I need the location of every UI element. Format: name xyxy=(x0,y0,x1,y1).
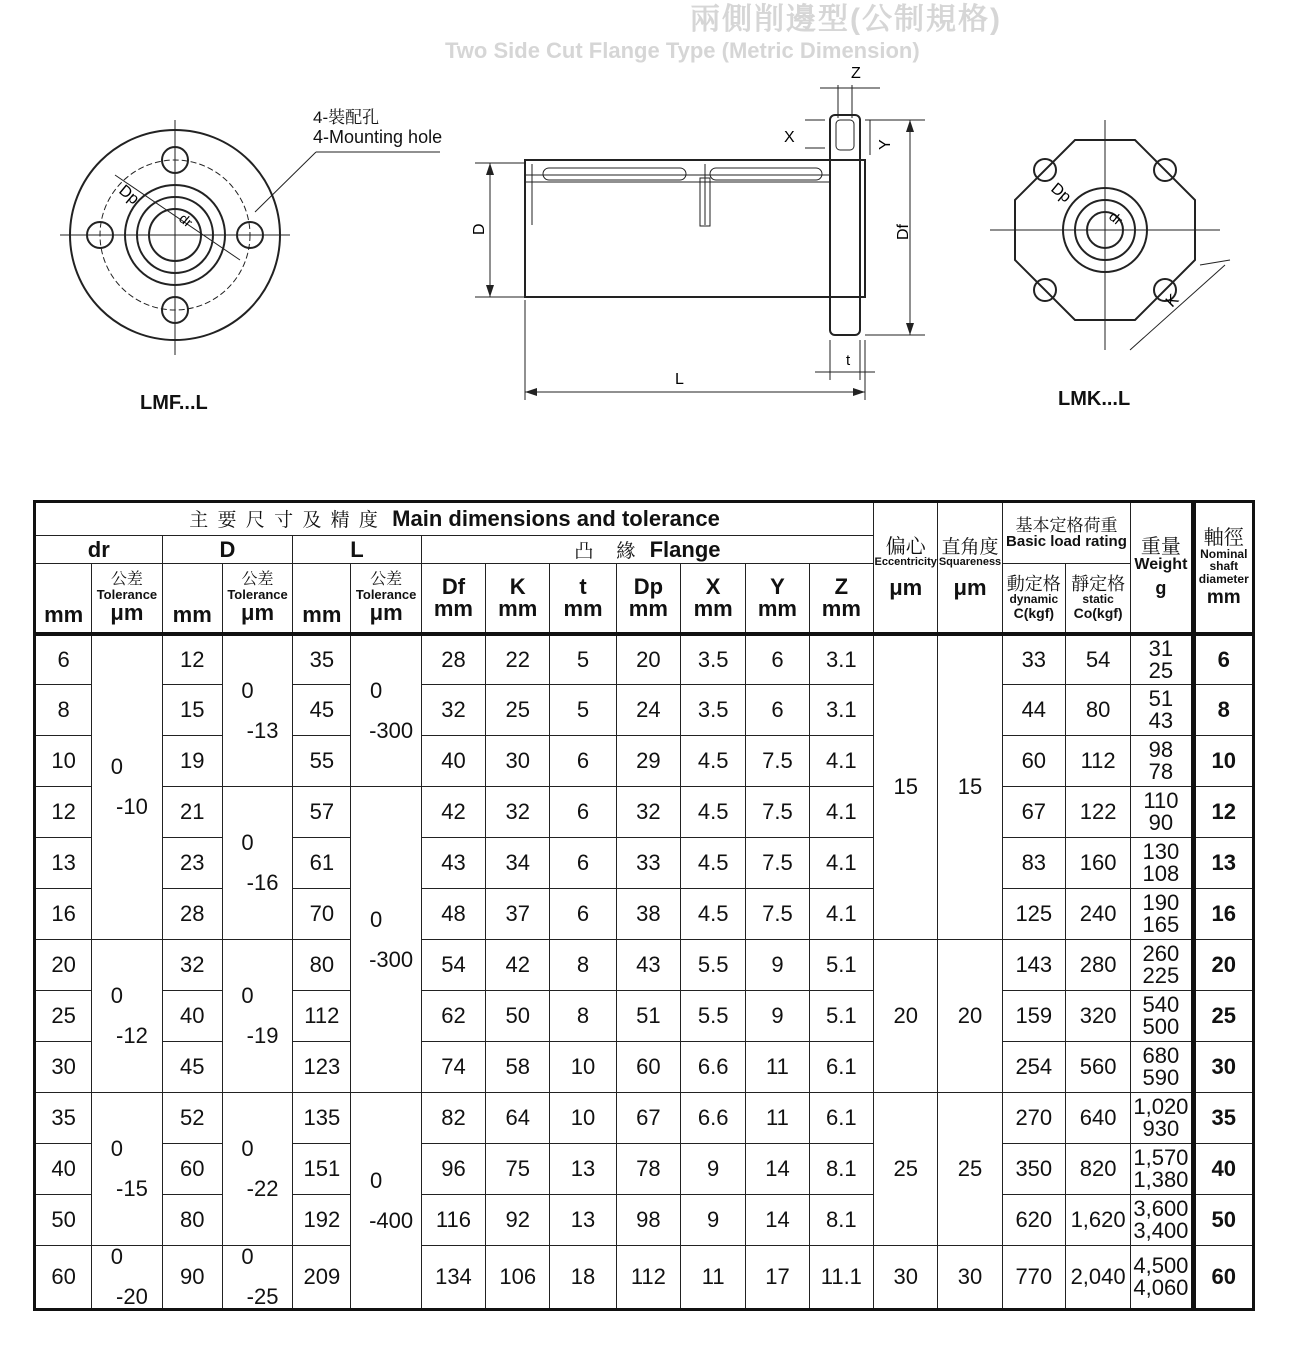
table-row xyxy=(35,1246,1254,1310)
cell-dr: 8 xyxy=(35,685,92,736)
cell-X: 6.6 xyxy=(681,1093,746,1144)
table-row xyxy=(35,736,1254,787)
tolerance-L: 0 -400 xyxy=(351,1093,421,1310)
cell-X: 9 xyxy=(681,1144,746,1195)
eccentricity-value: 30 xyxy=(874,1246,938,1310)
cell-K: 30 xyxy=(486,736,550,787)
tolerance-D: 0 -19 xyxy=(222,940,292,1093)
main-dimensions-header xyxy=(35,502,874,536)
cell-shaft-diameter: 16 xyxy=(1193,889,1253,940)
tolerance-dr: 0 -12 xyxy=(92,940,162,1093)
main-dimensions-en: Main dimensions and tolerance xyxy=(392,506,720,531)
cell-D: 40 xyxy=(162,991,222,1042)
cell-K: 50 xyxy=(486,991,550,1042)
cell-dr: 16 xyxy=(35,889,92,940)
cell-static-load: 320 xyxy=(1065,991,1130,1042)
cell-t: 18 xyxy=(550,1246,616,1310)
cell-Y: 7.5 xyxy=(746,736,809,787)
eccentricity-value: 25 xyxy=(874,1093,938,1246)
table-body xyxy=(35,634,1254,1310)
cell-dynamic-load: 67 xyxy=(1002,787,1065,838)
cell-Y: 7.5 xyxy=(746,787,809,838)
cell-Y: 14 xyxy=(746,1195,809,1246)
table-row xyxy=(35,940,1254,991)
squareness-header: 直角度 Squareness μm xyxy=(938,502,1002,634)
svg-text:t: t xyxy=(846,352,851,369)
cell-Dp: 112 xyxy=(616,1246,680,1310)
cell-L: 209 xyxy=(293,1246,351,1310)
cell-shaft-diameter: 6 xyxy=(1193,634,1253,685)
cell-K: 42 xyxy=(486,940,550,991)
svg-text:Z: Z xyxy=(851,65,861,82)
table-row xyxy=(35,1195,1254,1246)
cell-weight: 110 90 xyxy=(1131,787,1193,838)
cell-Dp: 51 xyxy=(616,991,680,1042)
table-row xyxy=(35,838,1254,889)
cell-dynamic-load: 125 xyxy=(1002,889,1065,940)
cell-dynamic-load: 44 xyxy=(1002,685,1065,736)
cell-shaft-diameter: 12 xyxy=(1193,787,1253,838)
cell-shaft-diameter: 13 xyxy=(1193,838,1253,889)
table-row xyxy=(35,1093,1254,1144)
cell-shaft-diameter: 35 xyxy=(1193,1093,1253,1144)
cell-weight: 540 500 xyxy=(1131,991,1193,1042)
cell-K: 64 xyxy=(486,1093,550,1144)
cell-Dp: 43 xyxy=(616,940,680,991)
cell-Z: 4.1 xyxy=(809,889,873,940)
cell-static-load: 1,620 xyxy=(1065,1195,1130,1246)
cell-X: 11 xyxy=(681,1246,746,1310)
cell-dynamic-load: 350 xyxy=(1002,1144,1065,1195)
cell-weight: 51 43 xyxy=(1131,685,1193,736)
dynamic-load-header: 動定格 dynamic C(kgf) xyxy=(1002,564,1065,634)
cell-Df: 116 xyxy=(421,1195,485,1246)
squareness-value: 15 xyxy=(938,634,1002,940)
dr-tolerance-header: 公差 Tolerance μm xyxy=(92,564,162,634)
cell-K: 34 xyxy=(486,838,550,889)
lmf-label: LMF...L xyxy=(140,392,208,414)
cell-Z: 5.1 xyxy=(809,991,873,1042)
cell-Dp: 33 xyxy=(616,838,680,889)
cell-dynamic-load: 254 xyxy=(1002,1042,1065,1093)
t-header: t mm xyxy=(550,564,616,634)
cell-dr: 13 xyxy=(35,838,92,889)
dimension-table xyxy=(33,500,1255,1311)
page-subtitle-ghost: Two Side Cut Flange Type (Metric Dimension) xyxy=(445,38,920,63)
shaft-header: 軸徑 Nominal shaft diameter mm xyxy=(1193,502,1253,634)
static-load-header: 靜定格 static Co(kgf) xyxy=(1065,564,1130,634)
cell-Z: 4.1 xyxy=(809,736,873,787)
cell-D: 52 xyxy=(162,1093,222,1144)
Dp-header: Dp mm xyxy=(616,564,680,634)
cell-shaft-diameter: 40 xyxy=(1193,1144,1253,1195)
mounting-hole-leader xyxy=(240,140,450,230)
cell-weight: 4,500 4,060 xyxy=(1131,1246,1193,1310)
squareness-value: 20 xyxy=(938,940,1002,1093)
cell-Z: 8.1 xyxy=(809,1195,873,1246)
cell-X: 3.5 xyxy=(681,634,746,685)
cell-shaft-diameter: 8 xyxy=(1193,685,1253,736)
cell-K: 32 xyxy=(486,787,550,838)
lmk-label: LMK...L xyxy=(1058,388,1131,410)
mounting-hole-label-cn: 4-裝配孔 xyxy=(313,108,380,127)
mounting-hole-label-en: 4-Mounting hole xyxy=(313,127,443,147)
table-row xyxy=(35,634,1254,685)
cell-Y: 11 xyxy=(746,1042,809,1093)
cell-weight: 3,600 3,400 xyxy=(1131,1195,1193,1246)
cell-dynamic-load: 83 xyxy=(1002,838,1065,889)
cell-Dp: 98 xyxy=(616,1195,680,1246)
cell-Df: 42 xyxy=(421,787,485,838)
cell-t: 8 xyxy=(550,940,616,991)
cell-dynamic-load: 770 xyxy=(1002,1246,1065,1310)
col-D-header: D xyxy=(162,536,293,564)
cell-t: 10 xyxy=(550,1093,616,1144)
tolerance-dr: 0 -20 xyxy=(92,1246,162,1310)
cell-K: 106 xyxy=(486,1246,550,1310)
cell-D: 15 xyxy=(162,685,222,736)
cell-static-load: 820 xyxy=(1065,1144,1130,1195)
cell-weight: 31 25 xyxy=(1131,634,1193,685)
cell-t: 10 xyxy=(550,1042,616,1093)
cell-K: 75 xyxy=(486,1144,550,1195)
cell-dr: 25 xyxy=(35,991,92,1042)
cell-K: 22 xyxy=(486,634,550,685)
cell-dynamic-load: 270 xyxy=(1002,1093,1065,1144)
table-header xyxy=(35,502,1254,634)
cell-Z: 8.1 xyxy=(809,1144,873,1195)
cell-dr: 50 xyxy=(35,1195,92,1246)
cell-Y: 11 xyxy=(746,1093,809,1144)
cell-L: 61 xyxy=(293,838,351,889)
svg-text:L: L xyxy=(675,371,684,388)
cell-Y: 9 xyxy=(746,991,809,1042)
table-row xyxy=(35,685,1254,736)
cell-t: 6 xyxy=(550,889,616,940)
cell-X: 9 xyxy=(681,1195,746,1246)
tolerance-D: 0 -22 xyxy=(222,1093,292,1246)
cell-dynamic-load: 143 xyxy=(1002,940,1065,991)
col-L-header: L xyxy=(293,536,422,564)
svg-text:Y: Y xyxy=(877,139,894,150)
weight-header: 重量 Weight g xyxy=(1131,502,1193,634)
cell-dr: 60 xyxy=(35,1246,92,1310)
load-rating-header: 基本定格荷重 Basic load rating xyxy=(1002,502,1131,564)
cell-Df: 48 xyxy=(421,889,485,940)
cell-Df: 62 xyxy=(421,991,485,1042)
Df-header: Df mm xyxy=(421,564,485,634)
cell-D: 19 xyxy=(162,736,222,787)
table-row xyxy=(35,991,1254,1042)
cell-weight: 130 108 xyxy=(1131,838,1193,889)
cell-Y: 17 xyxy=(746,1246,809,1310)
L-unit: mm xyxy=(293,564,351,634)
eccentricity-value: 15 xyxy=(874,634,938,940)
cell-Df: 32 xyxy=(421,685,485,736)
cell-L: 35 xyxy=(293,634,351,685)
cell-X: 6.6 xyxy=(681,1042,746,1093)
cell-X: 3.5 xyxy=(681,685,746,736)
cell-dynamic-load: 60 xyxy=(1002,736,1065,787)
cell-X: 5.5 xyxy=(681,991,746,1042)
cell-D: 45 xyxy=(162,1042,222,1093)
cell-L: 70 xyxy=(293,889,351,940)
cell-t: 13 xyxy=(550,1195,616,1246)
cell-Z: 4.1 xyxy=(809,787,873,838)
cell-L: 123 xyxy=(293,1042,351,1093)
svg-text:Dp: Dp xyxy=(1047,180,1075,207)
cell-dynamic-load: 33 xyxy=(1002,634,1065,685)
cell-weight: 680 590 xyxy=(1131,1042,1193,1093)
cell-Y: 7.5 xyxy=(746,889,809,940)
cell-X: 5.5 xyxy=(681,940,746,991)
dr-unit: mm xyxy=(35,564,92,634)
cell-static-load: 240 xyxy=(1065,889,1130,940)
cell-Z: 3.1 xyxy=(809,634,873,685)
cell-Z: 5.1 xyxy=(809,940,873,991)
cell-K: 58 xyxy=(486,1042,550,1093)
eccentricity-header: 偏心 Eccentricity μm xyxy=(874,502,938,634)
cell-dr: 12 xyxy=(35,787,92,838)
cell-shaft-diameter: 60 xyxy=(1193,1246,1253,1310)
svg-text:dr: dr xyxy=(176,210,196,231)
page-title-ghost: 兩側削邊型(公制規格) xyxy=(690,3,1002,36)
cell-Dp: 67 xyxy=(616,1093,680,1144)
D-tolerance-header: 公差 Tolerance μm xyxy=(222,564,292,634)
cell-static-load: 112 xyxy=(1065,736,1130,787)
X-header: X mm xyxy=(681,564,746,634)
cell-t: 6 xyxy=(550,838,616,889)
cell-L: 55 xyxy=(293,736,351,787)
cell-X: 4.5 xyxy=(681,838,746,889)
cell-X: 4.5 xyxy=(681,787,746,838)
cell-D: 60 xyxy=(162,1144,222,1195)
cell-Dp: 38 xyxy=(616,889,680,940)
cell-Df: 74 xyxy=(421,1042,485,1093)
cell-K: 37 xyxy=(486,889,550,940)
col-dr-header: dr xyxy=(35,536,163,564)
svg-text:Df: Df xyxy=(895,224,912,240)
cell-static-load: 54 xyxy=(1065,634,1130,685)
cell-Dp: 32 xyxy=(616,787,680,838)
cell-static-load: 280 xyxy=(1065,940,1130,991)
svg-text:X: X xyxy=(784,129,795,146)
squareness-value: 25 xyxy=(938,1093,1002,1246)
cell-Y: 6 xyxy=(746,634,809,685)
cell-shaft-diameter: 30 xyxy=(1193,1042,1253,1093)
cell-shaft-diameter: 50 xyxy=(1193,1195,1253,1246)
cell-Df: 43 xyxy=(421,838,485,889)
cell-Z: 11.1 xyxy=(809,1246,873,1310)
cell-L: 45 xyxy=(293,685,351,736)
cell-dr: 10 xyxy=(35,736,92,787)
cell-Df: 134 xyxy=(421,1246,485,1310)
eccentricity-value: 20 xyxy=(874,940,938,1093)
cell-static-load: 560 xyxy=(1065,1042,1130,1093)
svg-text:K: K xyxy=(1162,291,1183,311)
tolerance-dr: 0 -15 xyxy=(92,1093,162,1246)
cell-D: 28 xyxy=(162,889,222,940)
cell-dr: 35 xyxy=(35,1093,92,1144)
cell-shaft-diameter: 25 xyxy=(1193,991,1253,1042)
cell-Df: 82 xyxy=(421,1093,485,1144)
cell-Z: 3.1 xyxy=(809,685,873,736)
cell-K: 25 xyxy=(486,685,550,736)
cell-L: 112 xyxy=(293,991,351,1042)
cell-static-load: 640 xyxy=(1065,1093,1130,1144)
side-section-drawing xyxy=(470,60,930,410)
svg-text:D: D xyxy=(471,223,488,235)
cell-L: 151 xyxy=(293,1144,351,1195)
cell-L: 57 xyxy=(293,787,351,838)
svg-text:Dp: Dp xyxy=(115,182,143,209)
cell-Y: 7.5 xyxy=(746,838,809,889)
cell-Dp: 60 xyxy=(616,1042,680,1093)
cell-weight: 1,020 930 xyxy=(1131,1093,1193,1144)
cell-Y: 6 xyxy=(746,685,809,736)
cell-shaft-diameter: 20 xyxy=(1193,940,1253,991)
cell-Z: 6.1 xyxy=(809,1093,873,1144)
cell-X: 4.5 xyxy=(681,736,746,787)
cell-dynamic-load: 620 xyxy=(1002,1195,1065,1246)
cell-t: 8 xyxy=(550,991,616,1042)
main-dimensions-cn: 主 要 尺 寸 及 精 度 xyxy=(189,510,380,531)
cell-D: 90 xyxy=(162,1246,222,1310)
cell-Dp: 20 xyxy=(616,634,680,685)
cell-static-load: 80 xyxy=(1065,685,1130,736)
K-header: K mm xyxy=(486,564,550,634)
table-row xyxy=(35,1042,1254,1093)
cell-t: 13 xyxy=(550,1144,616,1195)
cell-L: 192 xyxy=(293,1195,351,1246)
cell-t: 5 xyxy=(550,634,616,685)
cell-Dp: 78 xyxy=(616,1144,680,1195)
table-row xyxy=(35,889,1254,940)
tolerance-D: 0 -25 xyxy=(222,1246,292,1310)
cell-dr: 20 xyxy=(35,940,92,991)
cell-K: 92 xyxy=(486,1195,550,1246)
cell-Dp: 29 xyxy=(616,736,680,787)
cell-D: 23 xyxy=(162,838,222,889)
svg-text:dr: dr xyxy=(1106,208,1126,229)
table-row xyxy=(35,787,1254,838)
tolerance-D: 0 -16 xyxy=(222,787,292,940)
cell-weight: 260 225 xyxy=(1131,940,1193,991)
cell-dr: 6 xyxy=(35,634,92,685)
Z-header: Z mm xyxy=(809,564,873,634)
tolerance-dr: 0 -10 xyxy=(92,634,162,940)
cell-t: 5 xyxy=(550,685,616,736)
cell-static-load: 160 xyxy=(1065,838,1130,889)
cell-dynamic-load: 159 xyxy=(1002,991,1065,1042)
cell-shaft-diameter: 10 xyxy=(1193,736,1253,787)
cell-t: 6 xyxy=(550,787,616,838)
Y-header: Y mm xyxy=(746,564,809,634)
cell-D: 32 xyxy=(162,940,222,991)
cell-weight: 190 165 xyxy=(1131,889,1193,940)
cell-Y: 14 xyxy=(746,1144,809,1195)
L-tolerance-header: 公差 Tolerance μm xyxy=(351,564,421,634)
cell-dr: 40 xyxy=(35,1144,92,1195)
cell-D: 80 xyxy=(162,1195,222,1246)
cell-D: 12 xyxy=(162,634,222,685)
tolerance-L: 0 -300 xyxy=(351,787,421,1093)
cell-L: 135 xyxy=(293,1093,351,1144)
tolerance-L: 0 -300 xyxy=(351,634,421,787)
cell-D: 21 xyxy=(162,787,222,838)
cell-dr: 30 xyxy=(35,1042,92,1093)
cell-t: 6 xyxy=(550,736,616,787)
D-unit: mm xyxy=(162,564,222,634)
table-row xyxy=(35,1144,1254,1195)
cell-L: 80 xyxy=(293,940,351,991)
cell-weight: 1,570 1,380 xyxy=(1131,1144,1193,1195)
cell-Dp: 24 xyxy=(616,685,680,736)
cell-Df: 54 xyxy=(421,940,485,991)
cell-Z: 6.1 xyxy=(809,1042,873,1093)
cell-Df: 96 xyxy=(421,1144,485,1195)
cell-Df: 40 xyxy=(421,736,485,787)
cell-Y: 9 xyxy=(746,940,809,991)
cell-static-load: 2,040 xyxy=(1065,1246,1130,1310)
squareness-value: 30 xyxy=(938,1246,1002,1310)
cell-Z: 4.1 xyxy=(809,838,873,889)
cell-weight: 98 78 xyxy=(1131,736,1193,787)
cell-static-load: 122 xyxy=(1065,787,1130,838)
flange-header: 凸 緣 Flange xyxy=(421,536,873,564)
cell-X: 4.5 xyxy=(681,889,746,940)
tolerance-D: 0 -13 xyxy=(222,634,292,787)
lmk-front-view-drawing xyxy=(990,120,1240,370)
cell-Df: 28 xyxy=(421,634,485,685)
